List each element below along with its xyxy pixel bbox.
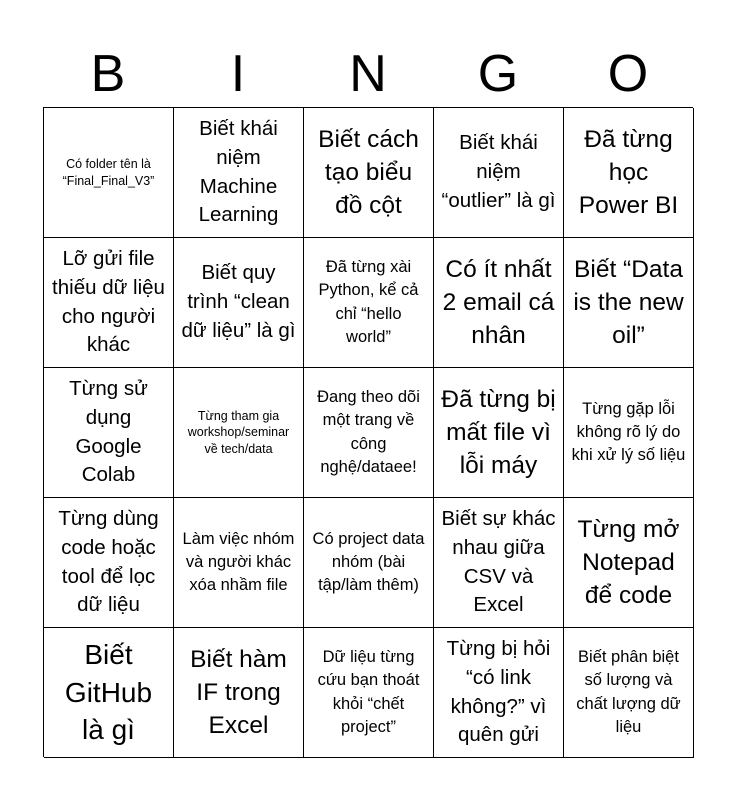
- bingo-cell[interactable]: Có folder tên là “Final_Final_V3”: [44, 108, 174, 238]
- header-letter-o: O: [607, 45, 649, 103]
- bingo-cell[interactable]: Đang theo dõi một trang về công nghệ/dataee!: [304, 368, 434, 498]
- header-letter-b: B: [90, 45, 126, 103]
- header-letter-n: N: [349, 45, 387, 103]
- bingo-cell[interactable]: Biết GitHub là gì: [44, 628, 174, 758]
- bingo-cell[interactable]: Từng tham gia workshop/seminar về tech/data: [174, 368, 304, 498]
- bingo-header: [43, 40, 693, 108]
- bingo-cell[interactable]: Có project data nhóm (bài tập/làm thêm): [304, 498, 434, 628]
- bingo-cell[interactable]: Lỡ gửi file thiếu dữ liệu cho người khác: [44, 238, 174, 368]
- bingo-cell[interactable]: Biết quy trình “clean dữ liệu” là gì: [174, 238, 304, 368]
- bingo-cell[interactable]: Biết cách tạo biểu đồ cột: [304, 108, 434, 238]
- bingo-cell[interactable]: Biết phân biệt số lượng và chất lượng dữ liệu: [564, 628, 694, 758]
- bingo-cell[interactable]: Có ít nhất 2 email cá nhân: [434, 238, 564, 368]
- bingo-cell[interactable]: Đã từng bị mất file vì lỗi máy: [434, 368, 564, 498]
- bingo-cell[interactable]: Từng bị hỏi “có link không?” vì quên gửi: [434, 628, 564, 758]
- header-letter-g: G: [477, 45, 519, 103]
- bingo-cell[interactable]: Từng sử dụng Google Colab: [44, 368, 174, 498]
- bingo-cell[interactable]: Làm việc nhóm và người khác xóa nhầm file: [174, 498, 304, 628]
- header-letter-i: I: [230, 45, 246, 103]
- bingo-cell[interactable]: Từng mở Notepad để code: [564, 498, 694, 628]
- bingo-cell[interactable]: Đã từng học Power BI: [564, 108, 694, 238]
- bingo-cell[interactable]: Biết sự khác nhau giữa CSV và Excel: [434, 498, 564, 628]
- bingo-cell[interactable]: Biết khái niệm “outlier” là gì: [434, 108, 564, 238]
- bingo-board: [43, 107, 693, 757]
- bingo-cell[interactable]: Dữ liệu từng cứu bạn thoát khỏi “chết project”: [304, 628, 434, 758]
- bingo-cell[interactable]: Đã từng xài Python, kể cả chỉ “hello world”: [304, 238, 434, 368]
- bingo-cell[interactable]: Biết khái niệm Machine Learning: [174, 108, 304, 238]
- bingo-cell[interactable]: Biết “Data is the new oil”: [564, 238, 694, 368]
- bingo-cell[interactable]: Từng dùng code hoặc tool để lọc dữ liệu: [44, 498, 174, 628]
- bingo-cell[interactable]: Biết hàm IF trong Excel: [174, 628, 304, 758]
- bingo-cell[interactable]: Từng gặp lỗi không rõ lý do khi xử lý số liệu: [564, 368, 694, 498]
